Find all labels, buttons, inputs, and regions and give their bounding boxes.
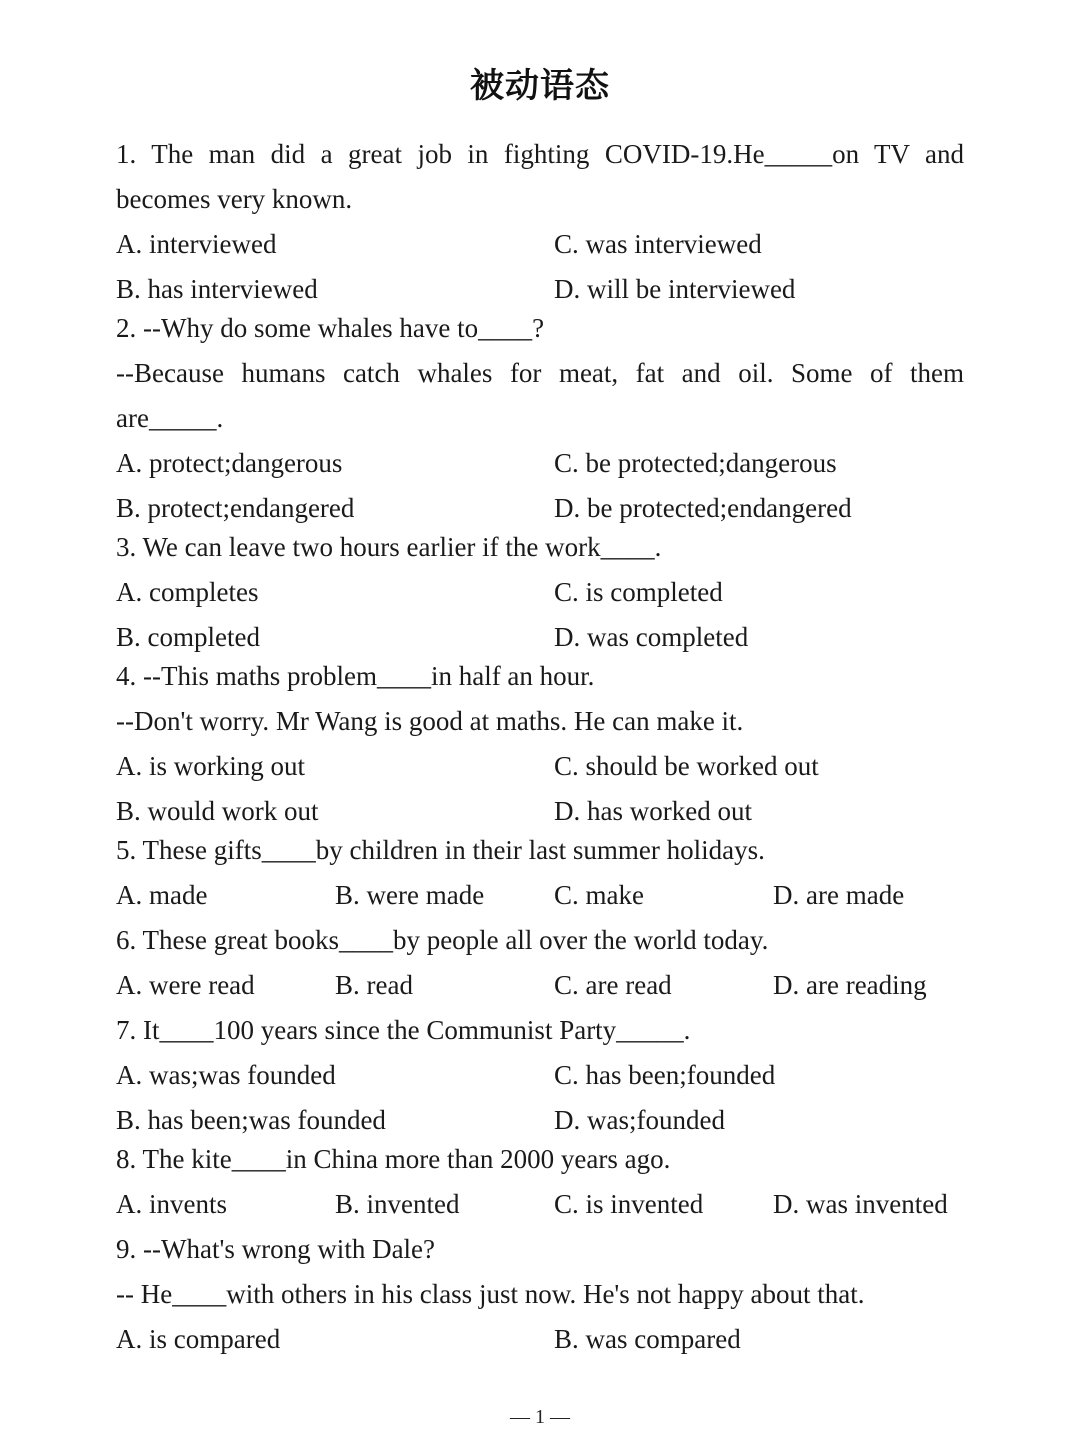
question-8-option-c: C. is invented (554, 1189, 704, 1219)
question-9-option-b: B. was compared (554, 1324, 741, 1354)
question-2-stem-line-2: --Because humans catch whales for meat, fat and oil. Some of them (116, 358, 964, 388)
question-5-option-d: D. are made (773, 880, 905, 910)
question-2-option-b: B. protect;endangered (116, 493, 355, 523)
question-1-option-c: C. was interviewed (554, 229, 762, 259)
question-4-option-b: B. would work out (116, 796, 319, 826)
question-2-option-a: A. protect;dangerous (116, 448, 343, 478)
question-4-option-c: C. should be worked out (554, 751, 819, 781)
question-5-stem-line-1: 5. These gifts____by children in their last summer holidays. (116, 835, 765, 865)
question-5-option-b: B. were made (335, 880, 485, 910)
question-7-stem-line-1: 7. It____100 years since the Communist Party_____. (116, 1015, 691, 1045)
question-6-option-a: A. were read (116, 970, 255, 1000)
question-1-option-d: D. will be interviewed (554, 274, 796, 304)
question-9-stem-line-1: 9. --What's wrong with Dale? (116, 1234, 436, 1264)
question-1-stem-line-2: becomes very known. (116, 184, 353, 214)
question-6-option-c: C. are read (554, 970, 672, 1000)
question-8-option-d: D. was invented (773, 1189, 948, 1219)
question-8-stem-line-1: 8. The kite____in China more than 2000 years ago. (116, 1144, 671, 1174)
question-2-option-c: C. be protected;dangerous (554, 448, 837, 478)
question-3-option-b: B. completed (116, 622, 260, 652)
question-4-option-a: A. is working out (116, 751, 305, 781)
question-7-option-c: C. has been;founded (554, 1060, 776, 1090)
question-7-option-a: A. was;was founded (116, 1060, 336, 1090)
page-number: — 1 — (510, 1406, 570, 1428)
question-9-option-a: A. is compared (116, 1324, 281, 1354)
question-7-option-b: B. has been;was founded (116, 1105, 386, 1135)
page-title: 被动语态 (470, 66, 610, 106)
question-3-option-c: C. is completed (554, 577, 723, 607)
question-5-option-a: A. made (116, 880, 208, 910)
question-1-option-b: B. has interviewed (116, 274, 318, 304)
question-1-option-a: A. interviewed (116, 229, 277, 259)
question-7-option-d: D. was;founded (554, 1105, 725, 1135)
question-4-stem-line-1: 4. --This maths problem____in half an hour. (116, 661, 595, 691)
question-8-option-b: B. invented (335, 1189, 460, 1219)
question-6-option-b: B. read (335, 970, 413, 1000)
question-2-option-d: D. be protected;endangered (554, 493, 852, 523)
question-4-stem-line-2: --Don't worry. Mr Wang is good at maths. He can make it. (116, 706, 744, 736)
question-1-stem-line-1: 1. The man did a great job in fighting COVID-19.He_____on TV and (116, 139, 964, 169)
question-6-stem-line-1: 6. These great books____by people all over the world today. (116, 925, 769, 955)
question-5-option-c: C. make (554, 880, 644, 910)
question-2-stem-line-3: are_____. (116, 403, 224, 433)
question-4-option-d: D. has worked out (554, 796, 752, 826)
question-3-option-a: A. completes (116, 577, 259, 607)
question-8-option-a: A. invents (116, 1189, 227, 1219)
question-9-stem-line-2: -- He____with others in his class just now. He's not happy about that. (116, 1279, 865, 1309)
question-2-stem-line-1: 2. --Why do some whales have to____? (116, 313, 545, 343)
question-6-option-d: D. are reading (773, 970, 927, 1000)
question-3-stem-line-1: 3. We can leave two hours earlier if the work____. (116, 532, 662, 562)
question-3-option-d: D. was completed (554, 622, 749, 652)
